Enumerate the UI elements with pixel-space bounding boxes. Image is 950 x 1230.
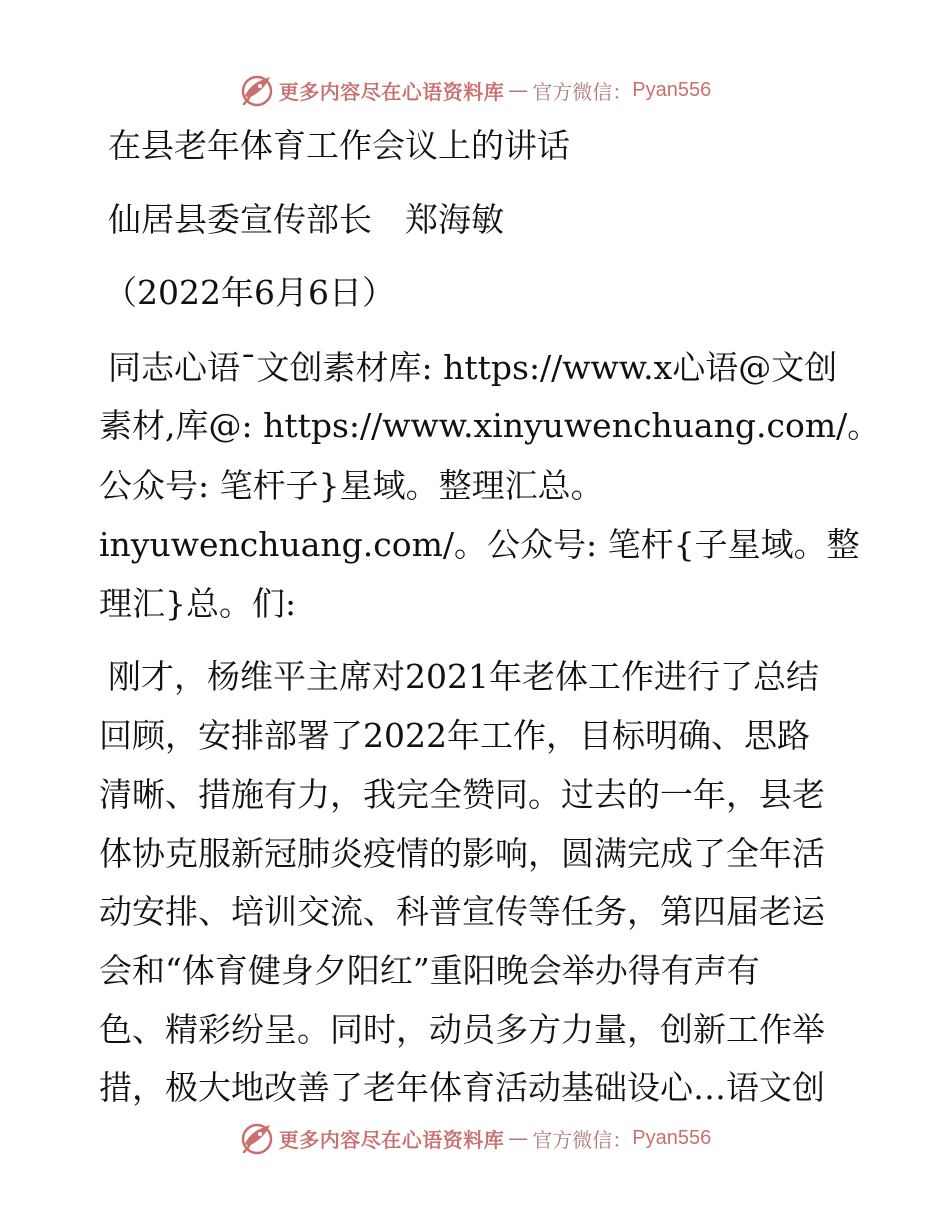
watermark-wechat-id: Pyan556	[632, 78, 712, 101]
paragraph1-line: inyuwenchuang.com/。公众号: 笔杆{子星域。整	[99, 525, 860, 564]
watermark-official-label: 官方微信：	[532, 79, 633, 104]
paragraph1-line: 理汇}总。们:	[99, 584, 297, 623]
header-watermark	[0, 70, 950, 110]
document-title: 在县老年体育工作会议上的讲话	[108, 126, 570, 165]
watermark-separator: —	[508, 78, 529, 102]
paragraph2-line: 刚才，杨维平主席对2021年老体工作进行了总结	[108, 657, 819, 696]
paragraph1-line: 公众号: 笔杆子}星域。整理汇总。	[99, 466, 604, 505]
speaker-line: 仙居县委宣传部长 郑海敏	[108, 200, 504, 239]
paragraph2-line: 体协克服新冠肺炎疫情的影响，圆满完成了全年活	[99, 834, 825, 873]
watermark-wechat-id: Pyan556	[632, 1126, 712, 1149]
watermark-site-text: 更多内容尽在心语资料库	[278, 1127, 505, 1152]
watermark-official-label: 官方微信：	[532, 1127, 633, 1152]
paragraph2-line: 色、精彩纷呈。同时，动员多方力量，创新工作举	[99, 1010, 825, 1049]
paragraph2-line: 会和“体育健身夕阳红”重阳晚会举办得有声有	[99, 951, 760, 990]
paragraph2-line: 回顾，安排部署了2022年工作，目标明确、思路	[99, 716, 810, 755]
footer-watermark	[0, 1118, 950, 1158]
date-line: （2022年6月6日）	[104, 273, 395, 312]
paragraph1-line: 素材,库@: https://www.xinyuwenchuang.com/。	[99, 406, 881, 445]
paragraph2-line: 措，极大地改善了老年体育活动基础设心…语文创	[99, 1068, 825, 1107]
watermark-separator: —	[508, 1126, 529, 1150]
pen-nib-logo-icon	[239, 72, 275, 108]
paragraph2-line: 清晰、措施有力，我完全赞同。过去的一年，县老	[99, 775, 825, 814]
watermark-site-text: 更多内容尽在心语资料库	[278, 79, 505, 104]
paragraph1-line: 同志心语¯文创素材库: https://www.x心语@文创	[108, 348, 838, 387]
pen-nib-logo-icon	[239, 1120, 275, 1156]
paragraph2-line: 动安排、培训交流、科普宣传等任务，第四届老运	[99, 892, 825, 931]
